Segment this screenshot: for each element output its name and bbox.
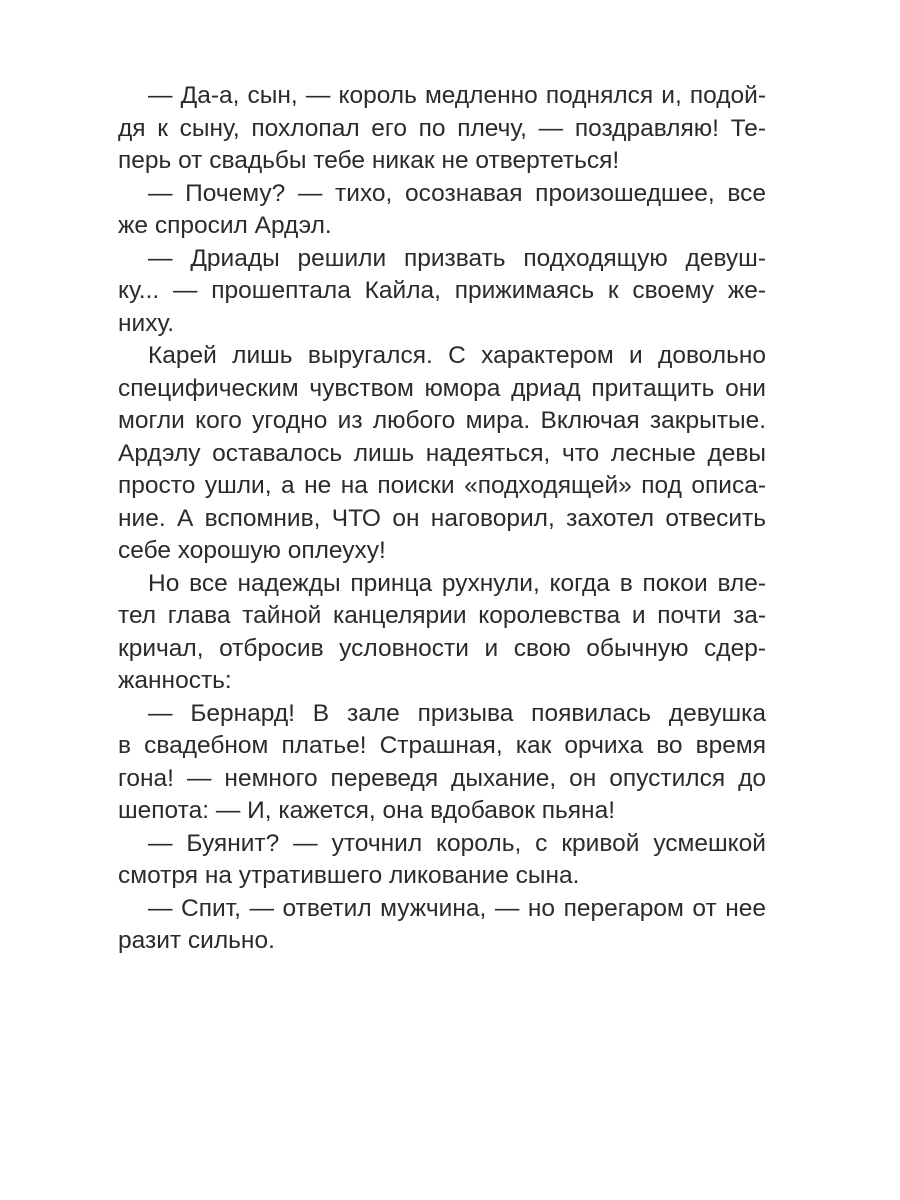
text-line: Ардэлу оставалось лишь надеяться, что лесные девы [118,439,766,467]
paragraph [118,828,766,893]
text-line: специфическим чувством юмора дриад притащить они [118,374,766,402]
text-line: ку... — прошептала Кайла, прижимаясь к своему же- [118,277,766,304]
text-line: ние. А вспомнив, ЧТО он наговорил, захотел отвесить [118,504,766,532]
text-line: разит сильно. [118,927,275,954]
text-line: ниху. [118,309,175,337]
paragraph [118,243,766,341]
text-line: — Дриады решили призвать подходящую девуш- [148,244,766,272]
paragraph [118,568,766,698]
text-line: перь от свадьбы тебе никак не отвертеться! [118,147,620,174]
text-line: гона! — немного переведя дыхание, он опустился до [118,764,766,792]
text-line: кричал, отбросив условности и свою обычную сдер- [118,634,766,662]
text-line: — Почему? — тихо, осознавая произошедшее, все [148,179,766,207]
text-line: Но все надежды принца рухнули, когда в покои вле- [148,569,766,597]
text-line: просто ушли, а не на поиски «подходящей» под описа- [118,472,766,499]
paragraph [118,893,766,958]
text-line: жанность: [118,667,232,694]
text-line: Карей лишь выругался. С характером и довольно [148,342,766,369]
text-line: тел глава тайной канцелярии королевства и почти за- [118,602,766,629]
paragraph [118,698,766,828]
text-line: — Бернард! В зале призыва появилась девушка [148,699,766,727]
text-line: смотря на утратившего ликование сына. [118,862,580,889]
paragraph [118,340,766,568]
page-text [118,80,766,958]
text-line: — Спит, — ответил мужчина, — но перегаром от нее [148,894,766,922]
paragraph [118,80,766,178]
text-line: могли кого угодно из любого мира. Включая закрытые. [118,407,766,434]
text-line: в свадебном платье! Страшная, как орчиха во время [118,732,766,759]
text-line: — Да-а, сын, — король медленно поднялся и, подой- [148,82,766,109]
paragraph [118,178,766,243]
text-line: шепота: — И, кажется, она вдобавок пьяна! [118,797,616,824]
text-line: же спросил Ардэл. [118,212,332,239]
text-line: дя к сыну, похлопал его по плечу, — поздравляю! Те- [118,114,766,142]
text-line: себе хорошую оплеуху! [118,537,386,564]
text-line: — Буянит? — уточнил король, с кривой усмешкой [148,829,766,857]
